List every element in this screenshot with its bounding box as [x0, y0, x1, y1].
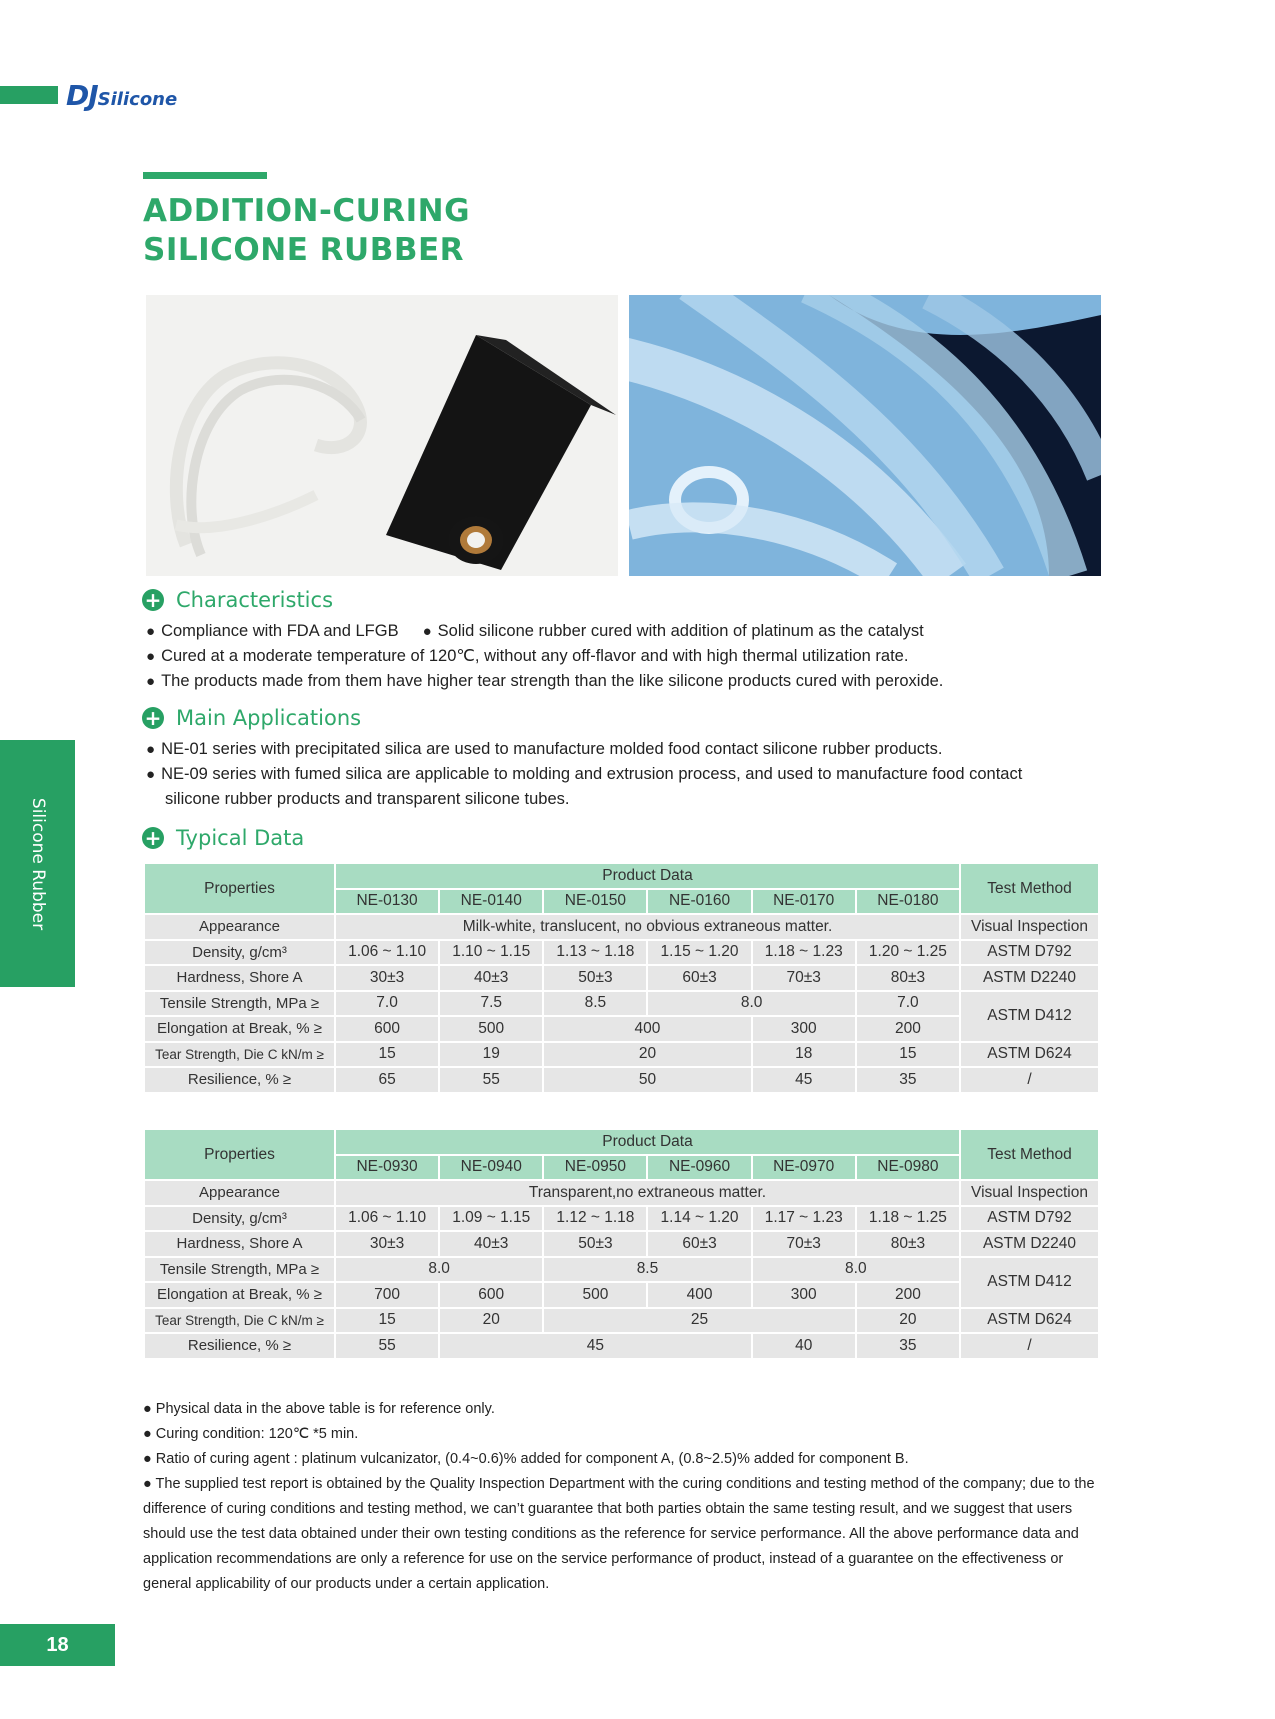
data-cell: 400 [648, 1283, 750, 1307]
data-cell: 70±3 [753, 1232, 855, 1256]
data-cell: 15 [336, 1309, 438, 1333]
note-4: ● The supplied test report is obtained by the Quality Inspection Department with the curing conditions and testing method of the company; due to the difference of curing conditions and testing method, we can’t guarantee that both parties obtain the same testing result, and we suggest that users should use the test data obtained under their own testing conditions as the reference for service performance. All the above performance data and application recommendations are only a reference for use on the service performance of product, instead of a guarantee on the effectiveness or general applicability of our products under a certain application. [143, 1476, 1095, 1592]
applications-line-1: ● NE-01 series with precipitated silica are used to manufacture molded food contact silicone rubber products. [146, 740, 943, 758]
data-cell: 40 [753, 1334, 855, 1358]
page-number: 18 [0, 1624, 115, 1666]
data-cell: 25 [544, 1309, 854, 1333]
data-cell: 35 [857, 1068, 959, 1092]
grade-cell: NE-0180 [857, 890, 959, 914]
row-label: Density, g/cm³ [145, 941, 334, 965]
method-cell: Visual Inspection [961, 915, 1098, 939]
characteristics-heading: + Characteristics [142, 587, 333, 613]
grade-cell: NE-0930 [336, 1156, 438, 1180]
data-cell: 30±3 [336, 1232, 438, 1256]
plus-circle-icon: + [142, 827, 164, 849]
test-method-header: Test Method [961, 864, 1098, 913]
table-row-hardness [145, 966, 1098, 990]
row-label: Appearance [145, 915, 334, 939]
data-cell: 1.18 ~ 1.25 [857, 1207, 959, 1231]
typical-data-table-ne01 [143, 862, 1100, 1094]
properties-header: Properties [145, 864, 334, 913]
grade-cell: NE-0980 [857, 1156, 959, 1180]
row-label: Tensile Strength, MPa ≥ [145, 992, 334, 1016]
data-cell: 20 [857, 1309, 959, 1333]
data-cell: 1.20 ~ 1.25 [857, 941, 959, 965]
method-cell: / [961, 1068, 1098, 1092]
title-line-2: SILICONE RUBBER [143, 232, 465, 268]
method-cell: / [961, 1334, 1098, 1358]
typical-data-heading: + Typical Data [142, 825, 304, 851]
data-cell: 600 [336, 1017, 438, 1041]
plus-circle-icon: + [142, 589, 164, 611]
data-cell: 15 [857, 1043, 959, 1067]
brand-logo: DJSilicone [66, 79, 178, 112]
characteristics-line-3: ● The products made from them have higher tear strength than the like silicone products cured with peroxide. [146, 672, 944, 690]
data-cell: 30±3 [336, 966, 438, 990]
row-label: Hardness, Shore A [145, 1232, 334, 1256]
data-cell: 1.12 ~ 1.18 [544, 1207, 646, 1231]
plus-circle-icon: + [142, 707, 164, 729]
data-cell: 50±3 [544, 1232, 646, 1256]
row-label: Tear Strength, Die C kN/m ≥ [145, 1043, 334, 1067]
table-row-resilience [145, 1334, 1098, 1358]
page-title [143, 192, 470, 270]
data-cell: Milk-white, translucent, no obvious extraneous matter. [336, 915, 959, 939]
data-cell: 60±3 [648, 1232, 750, 1256]
data-cell: 40±3 [440, 1232, 542, 1256]
table-row-resilience [145, 1068, 1098, 1092]
data-cell: 1.13 ~ 1.18 [544, 941, 646, 965]
data-cell: 18 [753, 1043, 855, 1067]
data-cell: 300 [753, 1283, 855, 1307]
table-row-hardness [145, 1232, 1098, 1256]
row-label: Elongation at Break, % ≥ [145, 1017, 334, 1041]
grade-cell: NE-0170 [753, 890, 855, 914]
data-cell: 40±3 [440, 966, 542, 990]
data-cell: 7.0 [857, 992, 959, 1016]
note-3: ● Ratio of curing agent : platinum vulcanizator, (0.4~0.6)% added for component A, (0.8~2.5)% added for component B. [143, 1451, 909, 1467]
grade-cell: NE-0150 [544, 890, 646, 914]
grade-cell: NE-0130 [336, 890, 438, 914]
data-cell: 8.5 [544, 992, 646, 1016]
table-row-elongation [145, 1283, 1098, 1307]
data-cell: 700 [336, 1283, 438, 1307]
table-row-tensile [145, 1258, 1098, 1282]
grade-cell: NE-0940 [440, 1156, 542, 1180]
data-cell: 8.5 [544, 1258, 750, 1282]
data-cell: 70±3 [753, 966, 855, 990]
table-row-tear [145, 1043, 1098, 1067]
data-cell: 1.14 ~ 1.20 [648, 1207, 750, 1231]
side-tab: Silicone Rubber [0, 740, 75, 987]
product-photo-transparent-tubes [629, 295, 1101, 576]
table-row-tear [145, 1309, 1098, 1333]
row-label: Appearance [145, 1181, 334, 1205]
row-label: Tear Strength, Die C kN/m ≥ [145, 1309, 334, 1333]
data-cell: 300 [753, 1017, 855, 1041]
data-cell: 80±3 [857, 1232, 959, 1256]
data-cell: 65 [336, 1068, 438, 1092]
data-cell: 20 [544, 1043, 750, 1067]
data-cell: 50±3 [544, 966, 646, 990]
data-cell: 200 [857, 1283, 959, 1307]
row-label: Elongation at Break, % ≥ [145, 1283, 334, 1307]
typical-data-table-ne09 [143, 1128, 1100, 1360]
data-cell: 45 [440, 1334, 750, 1358]
data-cell: 8.0 [336, 1258, 542, 1282]
table-row-density [145, 1207, 1098, 1231]
method-cell: ASTM D2240 [961, 966, 1098, 990]
characteristics-line-1: ● Compliance with FDA and LFGB ● Solid silicone rubber cured with addition of platinum as the catalyst [146, 622, 924, 640]
data-cell: Transparent,no extraneous matter. [336, 1181, 959, 1205]
data-cell: 60±3 [648, 966, 750, 990]
table-row-elongation [145, 1017, 1098, 1041]
applications-line-3: silicone rubber products and transparent silicone tubes. [165, 790, 570, 808]
table-row-tensile [145, 992, 1098, 1016]
data-cell: 55 [336, 1334, 438, 1358]
row-label: Tensile Strength, MPa ≥ [145, 1258, 334, 1282]
main-applications-heading: + Main Applications [142, 705, 361, 731]
data-cell: 500 [544, 1283, 646, 1307]
data-cell: 80±3 [857, 966, 959, 990]
data-cell: 7.5 [440, 992, 542, 1016]
data-cell: 19 [440, 1043, 542, 1067]
data-cell: 1.06 ~ 1.10 [336, 1207, 438, 1231]
note-2: ● Curing condition: 120℃ *5 min. [143, 1426, 359, 1442]
data-cell: 1.15 ~ 1.20 [648, 941, 750, 965]
data-cell: 35 [857, 1334, 959, 1358]
method-cell: ASTM D624 [961, 1309, 1098, 1333]
data-cell: 1.06 ~ 1.10 [336, 941, 438, 965]
table-row-appearance [145, 915, 1098, 939]
row-label: Density, g/cm³ [145, 1207, 334, 1231]
method-cell: ASTM D412 [961, 992, 1098, 1041]
characteristics-line-2: ● Cured at a moderate temperature of 120℃, without any off-flavor and with high thermal utilization rate. [146, 647, 909, 665]
data-cell: 500 [440, 1017, 542, 1041]
top-accent-bar [0, 86, 58, 104]
method-cell: ASTM D624 [961, 1043, 1098, 1067]
grade-cell: NE-0140 [440, 890, 542, 914]
table-row-density [145, 941, 1098, 965]
data-cell: 20 [440, 1309, 542, 1333]
test-method-header: Test Method [961, 1130, 1098, 1179]
data-cell: 45 [753, 1068, 855, 1092]
applications-line-2: ● NE-09 series with fumed silica are applicable to molding and extrusion process, and used to manufacture food contact [146, 765, 1023, 783]
properties-header: Properties [145, 1130, 334, 1179]
table-row-appearance [145, 1181, 1098, 1205]
data-cell: 8.0 [648, 992, 854, 1016]
note-1: ● Physical data in the above table is for reference only. [143, 1401, 495, 1417]
data-cell: 15 [336, 1043, 438, 1067]
data-cell: 1.09 ~ 1.15 [440, 1207, 542, 1231]
method-cell: ASTM D2240 [961, 1232, 1098, 1256]
row-label: Hardness, Shore A [145, 966, 334, 990]
data-cell: 50 [544, 1068, 750, 1092]
grade-cell: NE-0160 [648, 890, 750, 914]
data-cell: 55 [440, 1068, 542, 1092]
method-cell: Visual Inspection [961, 1181, 1098, 1205]
data-cell: 1.18 ~ 1.23 [753, 941, 855, 965]
data-cell: 8.0 [753, 1258, 959, 1282]
data-cell: 600 [440, 1283, 542, 1307]
data-cell: 1.10 ~ 1.15 [440, 941, 542, 965]
product-data-header: Product Data [336, 864, 959, 888]
data-cell: 1.17 ~ 1.23 [753, 1207, 855, 1231]
row-label: Resilience, % ≥ [145, 1068, 334, 1092]
grade-cell: NE-0960 [648, 1156, 750, 1180]
data-cell: 7.0 [336, 992, 438, 1016]
title-line-1: ADDITION-CURING [143, 193, 471, 229]
method-cell: ASTM D412 [961, 1258, 1098, 1307]
data-cell: 200 [857, 1017, 959, 1041]
row-label: Resilience, % ≥ [145, 1334, 334, 1358]
grade-cell: NE-0950 [544, 1156, 646, 1180]
data-cell: 400 [544, 1017, 750, 1041]
grade-cell: NE-0970 [753, 1156, 855, 1180]
method-cell: ASTM D792 [961, 941, 1098, 965]
title-rule [143, 172, 267, 179]
method-cell: ASTM D792 [961, 1207, 1098, 1231]
product-photo-tube-and-sheet [146, 295, 618, 576]
product-data-header: Product Data [336, 1130, 959, 1154]
